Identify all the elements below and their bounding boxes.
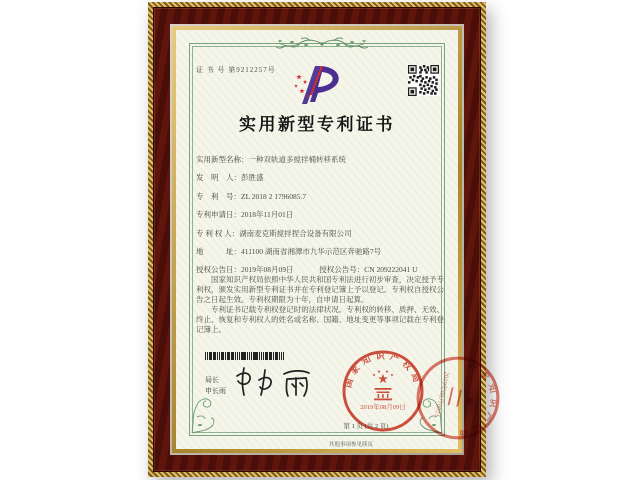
frame-gold-fillet — [172, 26, 500, 453]
legal-paragraph-2: 专利证书记载专利权登记时的法律状况。专利权的转移、质押、无效、终止、恢复和专利权人的姓名或名称、国籍、地址变更等事项记载在专利登记簿上。 — [196, 304, 444, 334]
paging-seal-icon — [404, 344, 512, 452]
field-row — [196, 191, 306, 202]
frame-silver-fillet — [170, 24, 500, 455]
field-label: 专 利 号： — [196, 192, 241, 201]
director-name: 申长雨 — [205, 387, 226, 395]
field-label: 专利申请日： — [196, 210, 241, 219]
seal-arc-text: 国家知识产权局 — [342, 350, 424, 389]
seal-arc-text: 国家知识产权局 — [454, 359, 500, 440]
svg-text:国家知识产权局 — [451, 357, 509, 447]
national-emblem-icon — [372, 370, 393, 401]
field-value: 湖南麦克斯搅拌捏合设备有限公司 — [239, 229, 352, 238]
field-value: 411100 湖南省湘潭市九华示范区奔驰路7号 — [241, 247, 382, 256]
legal-paragraph-1: 国家知识产权局依照中华人民共和国专利法进行初步审查，决定授予专利权，颁发实用新型专利证书并在专利登记簿上予以登记。专利权自授权公告之日起生效。专利权期限为十年，自申请日起算。 — [196, 275, 444, 304]
certificate-number: 证 书 号 第9212257号 — [196, 66, 276, 74]
field-row — [196, 246, 381, 257]
certificate-title: 实用新型专利证书 — [239, 115, 395, 134]
frame-wood — [153, 7, 500, 472]
director-block — [205, 375, 226, 397]
field-value: 一种双轨道多搅拌桶转移系统 — [248, 155, 346, 164]
field-row — [196, 154, 346, 165]
qr-code-icon — [408, 65, 439, 96]
field-label: 实用新型名称： — [196, 155, 249, 164]
field-label: 专 利 权 人： — [196, 229, 240, 238]
svg-text:国家知识产权局 — [342, 350, 424, 389]
director-label: 局长 — [205, 376, 219, 384]
barcode-icon — [205, 352, 284, 360]
certificate-paper — [176, 30, 500, 449]
field-label: 地 址： — [196, 247, 241, 256]
grant-no: CN 209222041 U — [364, 265, 418, 274]
field-label: 发 明 人： — [196, 173, 241, 182]
field-value: 彭胜盛 — [241, 173, 264, 182]
garland-ornament-icon — [270, 36, 374, 52]
grant-date: 2019年08月09日 — [241, 265, 294, 274]
legal-text — [196, 275, 444, 334]
page-number: 第 1 页 (共 2 页) — [343, 423, 389, 430]
corner-flourish-icon — [190, 395, 218, 435]
seal-date: 2019年08月09日 — [360, 404, 406, 411]
field-row — [196, 228, 352, 239]
grant-no-label: 授权公告号： — [319, 265, 365, 274]
field-value: ZL 2018 2 1796085.7 — [241, 192, 307, 201]
cnipa-patent-logo-icon — [292, 64, 342, 106]
frame-gold-rope-edge — [148, 2, 500, 477]
grant-row — [196, 264, 418, 275]
field-row — [196, 172, 264, 183]
grant-date-label: 授权公告日： — [196, 265, 241, 274]
field-row — [196, 209, 293, 220]
picture-frame — [148, 2, 500, 477]
field-value: 2018年11月01日 — [241, 210, 294, 219]
director-signature-icon — [232, 363, 317, 403]
continuation-note: 其他事项参见续页 — [328, 442, 373, 448]
seal-date: 2019年08月09日 — [432, 370, 451, 418]
